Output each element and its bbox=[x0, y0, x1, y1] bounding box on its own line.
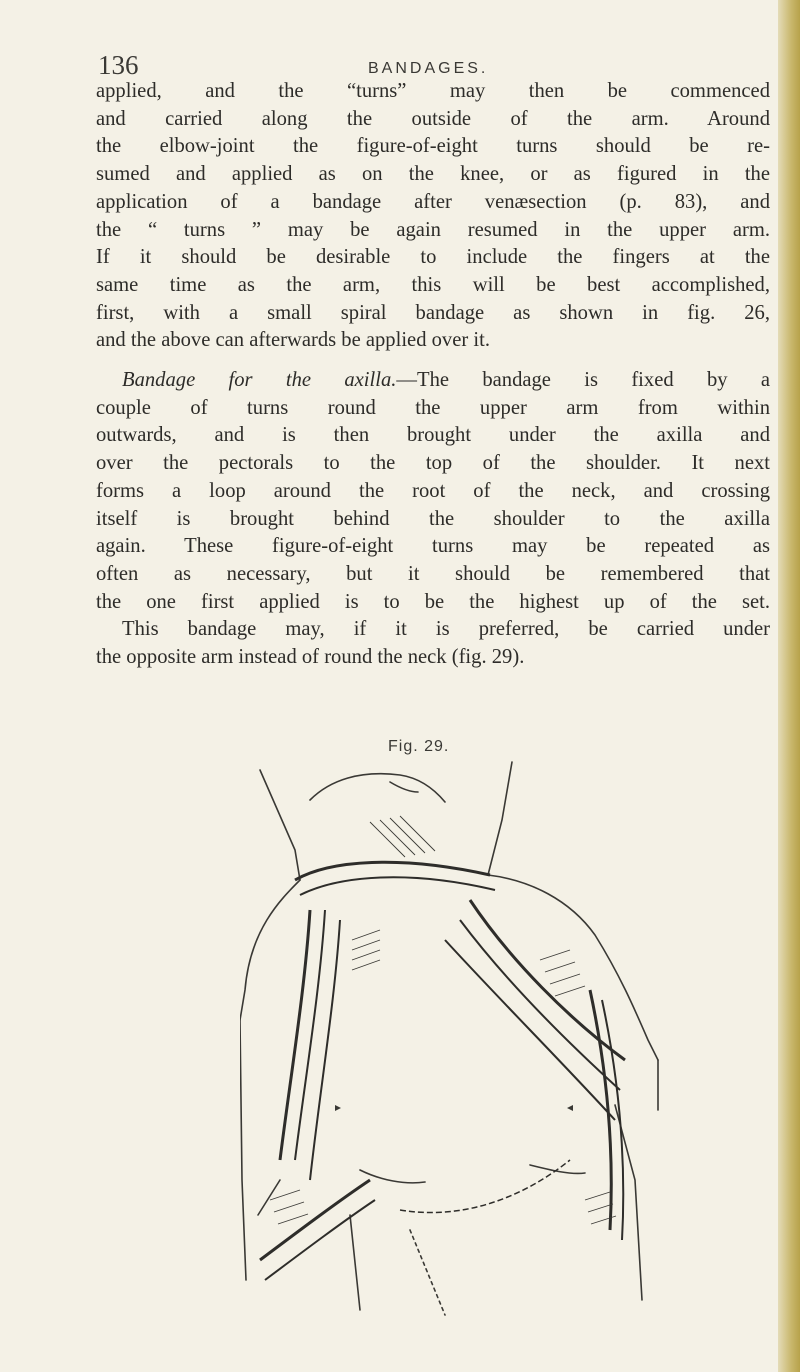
right-shoulder-outline bbox=[240, 880, 300, 1020]
axilla-band bbox=[460, 920, 620, 1090]
heading-continuation: —The bandage is fixed by a bbox=[396, 369, 771, 392]
text-line: often as necessary, but it should be remembered that bbox=[96, 562, 770, 585]
text-line: and the above can afterwards be applied over it. bbox=[96, 329, 490, 352]
shoulder-band bbox=[310, 920, 340, 1180]
text-line: application of a bandage after venæsection (p. 83), and bbox=[96, 190, 770, 213]
section-heading: Bandage for the axilla. bbox=[122, 369, 397, 392]
text-line: the elbow-joint the figure-of-eight turns should be re- bbox=[96, 135, 770, 158]
left-shoulder-outline bbox=[488, 875, 658, 1060]
lower-band bbox=[265, 1200, 375, 1280]
text-line: the opposite arm instead of round the neck (fig. 29). bbox=[96, 646, 525, 669]
shoulder-band bbox=[295, 910, 325, 1160]
text-line: outwards, and is then brought under the axilla and bbox=[96, 424, 770, 447]
bandage-illustration bbox=[240, 760, 680, 1320]
axilla-bandage-engraving bbox=[240, 760, 680, 1320]
axilla-band bbox=[445, 940, 615, 1120]
text-line: over the pectorals to the top of the shoulder. It next bbox=[96, 452, 770, 475]
neck-left-outline bbox=[260, 770, 300, 880]
body-text bbox=[96, 78, 770, 672]
text-line: couple of turns round the upper arm from within bbox=[96, 396, 770, 419]
figure-caption: Fig. 29. bbox=[388, 738, 450, 755]
paragraph-2 bbox=[96, 367, 770, 672]
torso-side bbox=[350, 1215, 360, 1310]
text-line: itself is brought behind the shoulder to the axilla bbox=[96, 507, 770, 530]
right-arm-outline bbox=[240, 1020, 246, 1280]
text-line bbox=[96, 367, 770, 395]
axilla-band bbox=[470, 900, 625, 1060]
text-line: again. These figure-of-eight turns may be repeated as bbox=[96, 535, 770, 558]
text-line: sumed and applied as on the knee, or as figured in the bbox=[96, 163, 770, 186]
paragraph-1 bbox=[96, 78, 770, 355]
text-line: first, with a small spiral bandage as shown in fig. 26, bbox=[96, 301, 770, 324]
neck-right-outline bbox=[488, 762, 512, 875]
page-number: 136 bbox=[98, 50, 139, 80]
text-line: If it should be desirable to include the fingers at the bbox=[96, 246, 770, 269]
page-edge bbox=[778, 0, 800, 1372]
text-line: This bandage may, if it is preferred, be carried under bbox=[122, 618, 770, 641]
shoulder-band bbox=[280, 910, 310, 1160]
running-title: BANDAGES. bbox=[368, 60, 489, 77]
left-arm-inner bbox=[615, 1105, 642, 1300]
ear-detail bbox=[390, 782, 418, 792]
text-line: the one first applied is to be the highest up of the set. bbox=[96, 590, 770, 613]
text-line: and carried along the outside of the arm. Around bbox=[96, 107, 770, 130]
text-line: forms a loop around the root of the neck, and crossing bbox=[96, 479, 770, 502]
nipple-mark bbox=[335, 1105, 341, 1111]
text-line: applied, and the “turns” may then be commenced bbox=[96, 80, 770, 102]
chin-outline bbox=[310, 774, 445, 802]
neck-loop-band bbox=[300, 877, 495, 895]
text-line: same time as the arm, this will be best accomplished, bbox=[96, 273, 770, 296]
nipple-mark bbox=[567, 1105, 573, 1111]
text-line: the “ turns ” may be again resumed in the upper arm. bbox=[96, 218, 770, 241]
sternum-line bbox=[410, 1230, 445, 1315]
